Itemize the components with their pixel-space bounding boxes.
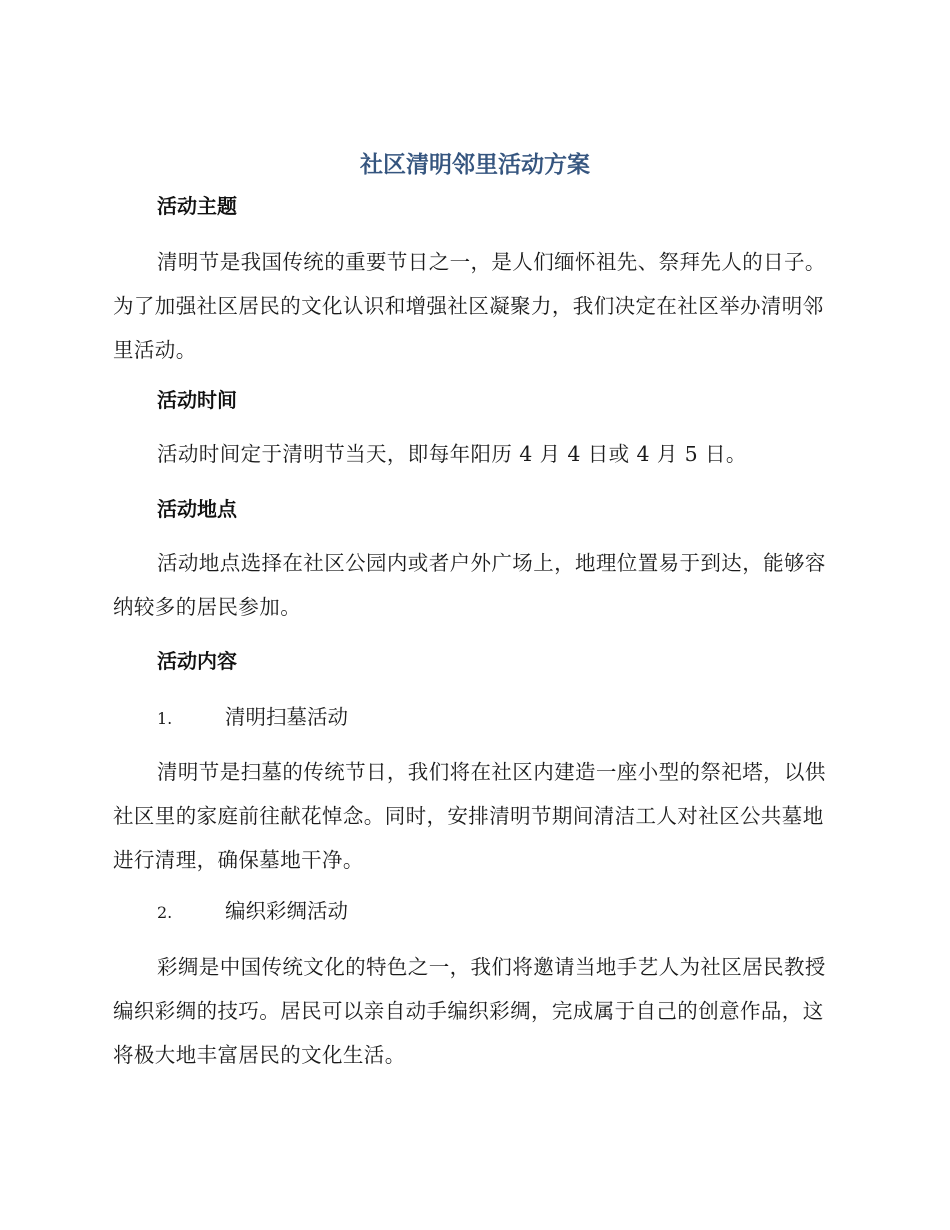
list-label: 清明扫墓活动 [225, 705, 348, 729]
paragraph-item-1: 清明节是扫墓的传统节日，我们将在社区内建造一座小型的祭祀塔，以供社区里的家庭前往献花悼念。同时，安排清明节期间清洁工人对社区公共墓地进行清理，确保墓地干净。 [113, 760, 826, 872]
paragraph-time: 活动时间定于清明节当天，即每年阳历 4 月 4 日或 4 月 5 日。 [157, 442, 747, 466]
heading-time: 活动时间 [157, 388, 237, 412]
heading-location: 活动地点 [157, 497, 237, 521]
heading-content: 活动内容 [157, 649, 237, 673]
list-item-2 [157, 897, 348, 927]
list-item-1 [157, 703, 348, 733]
paragraph-theme: 清明节是我国传统的重要节日之一，是人们缅怀祖先、祭拜先人的日子。为了加强社区居民的文化认识和增强社区凝聚力，我们决定在社区举办清明邻里活动。 [113, 250, 826, 362]
list-number: 1. [157, 709, 173, 728]
list-number: 2. [157, 903, 173, 922]
paragraph-item-2: 彩绸是中国传统文化的特色之一，我们将邀请当地手艺人为社区居民教授编织彩绸的技巧。居民可以亲自动手编织彩绸，完成属于自己的创意作品，这将极大地丰富居民的文化生活。 [113, 955, 826, 1067]
heading-theme: 活动主题 [157, 194, 237, 218]
paragraph-location: 活动地点选择在社区公园内或者户外广场上，地理位置易于到达，能够容纳较多的居民参加。 [113, 551, 826, 619]
list-label: 编织彩绸活动 [225, 899, 348, 923]
document-title: 社区清明邻里活动方案 [360, 152, 590, 178]
